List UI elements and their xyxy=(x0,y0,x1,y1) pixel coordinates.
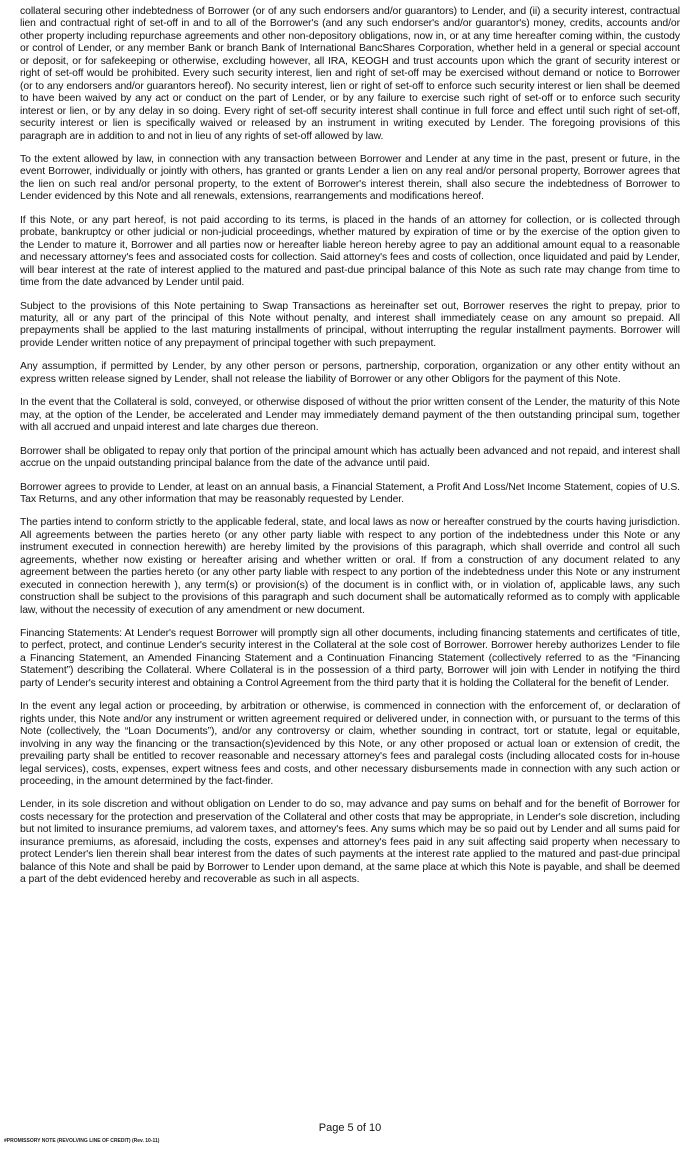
paragraph-prepayment: Subject to the provisions of this Note pertaining to Swap Transactions as hereinafter set out, Borrower reserves the right to prepay, prior to maturity, all or any part of the principal of this Note without penalty, and interest shall immediately cease on any amount so prepaid. All prepayments shall be applied to the last maturing installments of principal, without interrupting the regular installment payments. Borrower will provide Lender written notice of any prepayment of principal together with such prepayment. xyxy=(20,300,680,349)
paragraph-applicable-law: The parties intend to conform strictly to the applicable federal, state, and local laws as now or hereafter construed by the courts having jurisdiction. All agreements between the parties hereto (or any other party liable with respect to any portion of the indebtedness under this Note or any instrument executed in connection herewith) are hereby limited by the provisions of this paragraph, which shall override and control all such agreements, whether now existing or hereafter arising and whether written or oral. If from a construction of any document related to any agreement between the parties hereto (or any other party liable with respect to any portion of the indebtedness under this Note or any instrument executed in connection herewith ), any term(s) or provision(s) of the document is in conflict with, or in violation of, applicable laws, any such construction shall be subject to the provisions of this paragraph and such document shall be automatically reformed as to comply with applicable law, without the necessity of execution of any amendment or new document. xyxy=(20,517,680,616)
paragraph-attorney-fees-collection: If this Note, or any part hereof, is not paid according to its terms, is placed in the hands of an attorney for collection, or is collected through probate, bankruptcy or other judicial or non-judicial proceedings, whether matured by expiration of time or by the exercise of the option given to the Lender to mature it, Borrower and all parties now or hereafter liable hereon hereby agree to pay an additional amount equal to a reasonable and necessary attorney's fees and associated costs for collection. Said attorney's fees and costs of collection, once liquidated and paid by Lender, will bear interest at the rate of interest applied to the matured and past-due principal balance of this Note as such rate may change from time to time from the date advanced by Lender until paid. xyxy=(20,214,680,289)
document-page xyxy=(20,6,680,898)
paragraph-assumption: Any assumption, if permitted by Lender, by any other person or persons, partnership, corporation, organization or any other entity without an express written release signed by Lender, shall not release the liability of Borrower or any other Obligors for the payment of this Note. xyxy=(20,361,680,385)
paragraph-repayment-advanced-portion: Borrower shall be obligated to repay only that portion of the principal amount which has actually been advanced and not repaid, and interest shall accrue on the unpaid outstanding principal balance from the date of the advance until paid. xyxy=(20,445,680,470)
paragraph-financing-statements: Financing Statements: At Lender's request Borrower will promptly sign all other documents, including financing statements and certificates of title, to perfect, protect, and continue Lender's security interest in the Collateral at the sole cost of Borrower. Borrower hereby authorizes Lender to file a Financing Statement, an Amended Financing Statement and a Continuation Financing Statement (collectively referred to as the “Financing Statement”) describing the Collateral. Where Collateral is in the possession of a third party, Borrower will join with Lender in notifying the third party of Lender's security interest and obtaining a Control Agreement from the third party that it is holding the Collateral for the benefit of Lender. xyxy=(20,628,680,689)
paragraph-financial-statements: Borrower agrees to provide to Lender, at least on an annual basis, a Financial Statement, a Profit And Loss/Net Income Statement, copies of U.S. Tax Returns, and any other information that may be reasonably requested by Lender. xyxy=(20,481,680,505)
paragraph-legal-action-fees: In the event any legal action or proceeding, by arbitration or otherwise, is commenced in connection with the enforcement of, or declaration of rights under, this Note and/or any instrument or written agreement required or delivered under, in connection with, or pursuant to the terms of this Note (collectively, the “Loan Documents”), and/or any controversy or claim, whether sounding in contract, tort or statute, legal or equitable, involving in any way the financing or the transaction(s)evidenced by this Note, or any other proposed or actual loan or extension of credit, the prevailing party shall be entitled to recover reasonable and necessary attorney's fees and paralegal costs (including allocated costs for in-house legal services), costs, expenses, expert witness fees and costs, and other necessary disbursements made in connection with any such action or proceeding, in the amount determined by the fact-finder. xyxy=(20,701,680,788)
paragraph-lien-on-property: To the extent allowed by law, in connection with any transaction between Borrower and Lender at any time in the past, present or future, in the event Borrower, individually or jointly with others, has granted or grants Lender a lien on any real and/or personal property, Borrower agrees that the lien on such real and/or personal property, to the extent of Borrower's interest therein, shall also secure the indebtedness of Borrower to Lender evidenced by this Note and all renewals, extensions, rearrangements and modifications hereof. xyxy=(20,153,680,203)
paragraph-lender-advances: Lender, in its sole discretion and without obligation on Lender to do so, may advance and pay sums on behalf and for the benefit of Borrower for costs necessary for the protection and preservation of the Collateral and other costs that may be appropriate, in Lender's sole discretion, including but not limited to insurance premiums, ad valorem taxes, and attorney's fees. Any sums which may be so paid out by Lender and all sums paid for insurance premiums, as aforesaid, including the costs, expenses and attorney's fees paid in any suit affecting said property when necessary to protect Lender's lien therein shall bear interest from the dates of such payments at the interest rate applied to the matured and past-due principal balance of this Note and shall be paid by Borrower to Lender upon demand, at the same place at which this Note is payable, and shall be deemed a part of the debt evidenced hereby and recoverable as such in all aspects. xyxy=(20,799,680,886)
paragraph-setoff-security-interest: collateral securing other indebtedness of Borrower (or of any such endorsers and/or guarantors) to Lender, and (ii) a security interest, contractual lien and contractual right of set-off in and to all of the Borrower's (and any such endorser's and/or guarantor's) money, credits, accounts and/or other property including repurchase agreements and other non-depository obligations, now in, or at any time hereafter coming within, the custody or control of Lender, or any member Bank or branch Bank of International BancShares Corporation, whether held in a general or special account or deposit, or for safekeeping or otherwise, excluding however, all IRA, KEOGH and trust accounts upon which the grant of security interest or right of set-off would be prohibited. Every such security interest, lien and right of set-off may be exercised without demand or notice to Borrower (or to any endorsers and/or guarantors hereof). No security interest, lien or right of set-off to enforce such security interest or lien shall be deemed to have been waived by any act or conduct on the part of Lender, or by any failure to exercise such right of set-off or to enforce such security interest or lien, or by any delay in so doing. Every right of set-off security interest shall continue in full force and effect until such right of set-off, security interest or lien is specifically waived or released by an instrument in writing executed by Lender. The foregoing provisions of this paragraph are in addition to and not in lieu of any rights of set-off allowed by law. xyxy=(20,6,680,142)
form-identifier: #PROMISSORY NOTE (REVOLVING LINE OF CREDIT) (Rev. 10-11) xyxy=(4,1138,160,1144)
page-number: Page 5 of 10 xyxy=(318,1122,382,1134)
paragraph-collateral-sale-acceleration: In the event that the Collateral is sold, conveyed, or otherwise disposed of without the prior written consent of the Lender, the maturity of this Note may, at the option of the Lender, be accelerated and Lender may immediately demand payment of the then outstanding principal sum, together with all accrued and unpaid interest and late charges due thereon. xyxy=(20,397,680,434)
